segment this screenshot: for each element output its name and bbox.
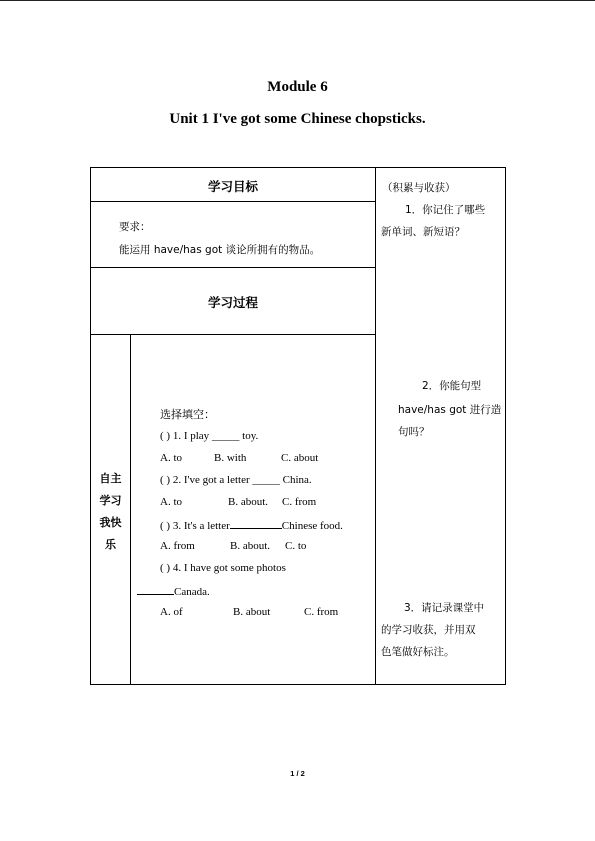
- note-1-line-2: 新单词、新短语？: [381, 226, 465, 238]
- note-2-line-1: 2．你能句型: [422, 380, 482, 392]
- page-number: 1 / 2: [290, 769, 305, 778]
- process-header: 学习过程: [207, 295, 258, 310]
- answer-blank: [137, 584, 174, 595]
- q2-option-c: C. from: [282, 496, 317, 508]
- q1-option-a: A. to: [160, 452, 182, 464]
- question-4-cont: Canada.: [137, 584, 210, 598]
- q2-option-a: A. to: [160, 496, 182, 508]
- note-3-line-1: 3．请记录课堂中: [404, 602, 485, 614]
- q1-option-c: C. about: [281, 452, 319, 464]
- note-2-line-2: have/has got 进行造: [398, 404, 502, 416]
- question-4: ( ) 4. I have got some photos: [160, 562, 286, 574]
- q4-option-c: C. from: [304, 606, 339, 618]
- note-1-line-1: 1．你记住了哪些: [405, 204, 486, 216]
- notes-title: （积累与收获）: [382, 182, 456, 194]
- question-1: ( ) 1. I play _____ toy.: [160, 430, 259, 442]
- top-rule: [0, 0, 595, 1]
- requirement-text: 能运用 have/has got 谈论所拥有的物品。: [119, 244, 321, 256]
- q1-option-b: B. with: [214, 452, 247, 464]
- unit-title: Unit 1 I've got some Chinese chopsticks.: [169, 111, 426, 127]
- question-2: ( ) 2. I've got a letter _____ China.: [160, 474, 312, 486]
- question-3: ( ) 3. It's a letter Chinese food.: [160, 520, 343, 532]
- goals-header: 学习目标: [207, 179, 258, 194]
- requirement-label: 要求：: [119, 221, 151, 233]
- answer-blank: [230, 518, 282, 529]
- q3-option-c: C. to: [285, 540, 307, 552]
- q3-option-a: A. from: [160, 540, 195, 552]
- side-label: 自主 学习 我快 乐: [99, 472, 122, 551]
- note-3-line-3: 色笔做好标注。: [381, 646, 455, 658]
- q4-option-b: B. about: [233, 606, 271, 618]
- q4-option-a: A. of: [160, 606, 183, 618]
- q2-option-b: B. about.: [228, 496, 269, 508]
- module-title: Module 6: [267, 79, 328, 95]
- note-2-line-3: 句吗？: [398, 426, 430, 438]
- exercise-instruction: 选择填空：: [160, 408, 215, 421]
- note-3-line-2: 的学习收获，并用双: [381, 624, 476, 636]
- q3-option-b: B. about.: [230, 540, 271, 552]
